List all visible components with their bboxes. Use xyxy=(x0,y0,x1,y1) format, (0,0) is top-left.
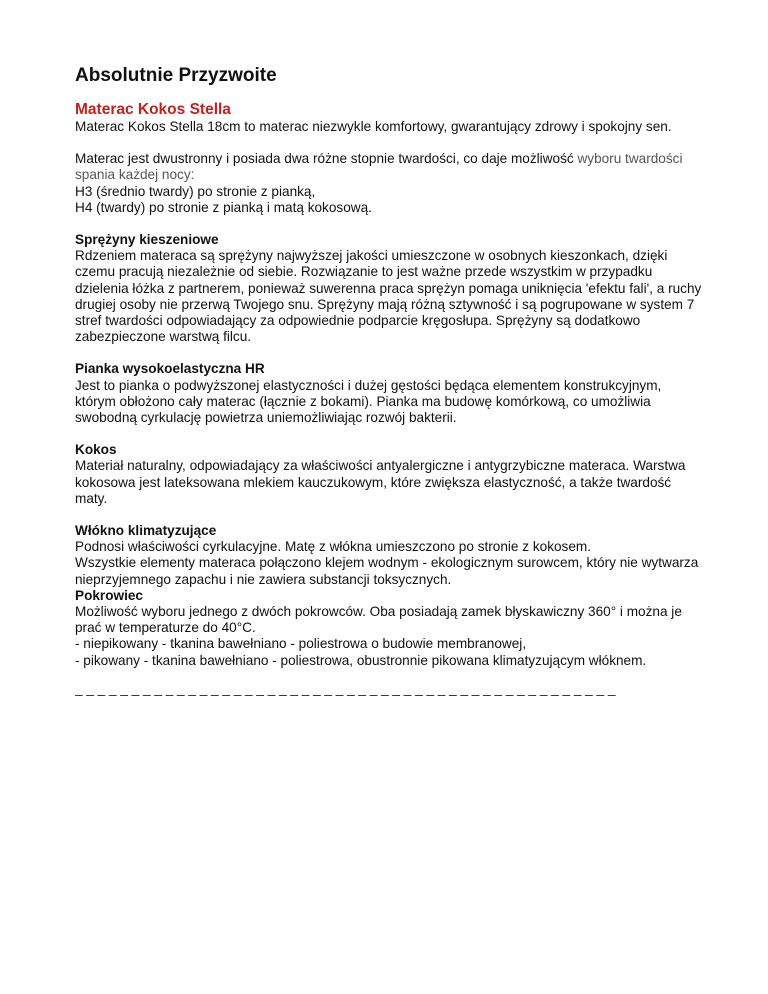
section-body-springs: Rdzeniem materaca są sprężyny najwyższej jakości umieszczone w osobnych kieszonkach, dzięki czemu pracują niezależnie od siebie. Rozwiązanie to jest ważne przede wszystkim w przypadku dzielenia łóżka z partnerem, ponieważ suwerenna praca sprężyn pomaga uniknięcia 'efektu fali', a ruchy drugiej osoby nie przerwą Twojego snu. Sprężyny mają różną sztywność i są pogrupowane w system 7 stref twardości odpowiadający za odpowiednie podparcie kręgosłupa. Sprężyny są dodatkowo zabezpieczone warstwą filcu. xyxy=(75,248,702,345)
firmness-intro-text-muted: wyboru twardości spania każdej nocy: xyxy=(75,151,683,183)
spacer xyxy=(75,426,705,442)
section-heading-climate-fiber: Włókno klimatyzujące xyxy=(75,523,217,539)
cover-option-non-quilted: - niepikowany - tkanina bawełniano - poliestrowa o budowie membranowej, xyxy=(75,636,527,652)
document-title: Absolutnie Przyzwoite xyxy=(75,65,277,86)
firmness-intro-text: Materac jest dwustronny i posiada dwa różne stopnie twardości, co daje możliwość xyxy=(75,151,578,167)
product-title: Materac Kokos Stella xyxy=(75,101,231,118)
section-heading-cover: Pokrowiec xyxy=(75,587,143,603)
spacer xyxy=(75,345,705,361)
cover-option-quilted: - pikowany - tkanina bawełniano - poliestrowa, obustronnie pikowana klimatyzującym włóknem. xyxy=(75,652,647,668)
section-body-coconut: Materiał naturalny, odpowiadający za właściwości antyalergiczne i antygrzybiczne materaca. Warstwa kokosowa jest lateksowana mlekiem kauczukowym, które zwiększa elastyczność, a także twardość maty. xyxy=(75,458,686,506)
spacer xyxy=(75,507,705,523)
section-heading-coconut: Kokos xyxy=(75,442,117,458)
section-body-cover: Możliwość wyboru jednego z dwóch pokrowców. Oba posiadają zamek błyskawiczny 360° i można je prać w temperaturze do 40°C. xyxy=(75,604,682,636)
dashed-separator: _ _ _ _ _ _ _ _ _ _ _ _ _ _ _ _ _ _ _ _ _ _ _ _ _ _ _ _ _ _ _ _ _ _ _ _ _ _ _ _ _ _ _ _ _ _ _ _ xyxy=(75,680,616,696)
section-heading-springs: Sprężyny kieszeniowe xyxy=(75,232,219,248)
firmness-h3: H3 (średnio twardy) po stronie z pianką, xyxy=(75,183,316,199)
section-body-climate-fiber-1: Podnosi właściwości cyrkulacyjne. Matę z włókna umieszczono po stronie z kokosem. xyxy=(75,539,592,555)
section-body-hr-foam: Jest to pianka o podwyższonej elastyczności i dużej gęstości będąca elementem konstrukcyjnym, którym obłożono cały materac (łącznie z bokami). Pianka ma budowę komórkową, co umożliwia swobodną cyrkulację powietrza uniemożliwiając rozwój bakterii. xyxy=(75,377,662,426)
spacer xyxy=(75,135,705,151)
intro-paragraph: Materac Kokos Stella 18cm to materac niezwykle komfortowy, gwarantujący zdrowy i spokojny sen. xyxy=(75,119,672,134)
firmness-h4: H4 (twardy) po stronie z pianką i matą kokosową. xyxy=(75,199,372,215)
spacer xyxy=(75,216,705,232)
firmness-intro xyxy=(75,151,705,183)
document-body xyxy=(75,64,705,697)
section-body-climate-fiber-2: Wszystkie elementy materaca połączono klejem wodnym - ekologicznym surowcem, który nie wytwarza nieprzyjemnego zapachu i nie zawiera substancji toksycznych. xyxy=(75,555,699,587)
section-heading-hr-foam: Pianka wysokoelastyczna HR xyxy=(75,361,265,377)
